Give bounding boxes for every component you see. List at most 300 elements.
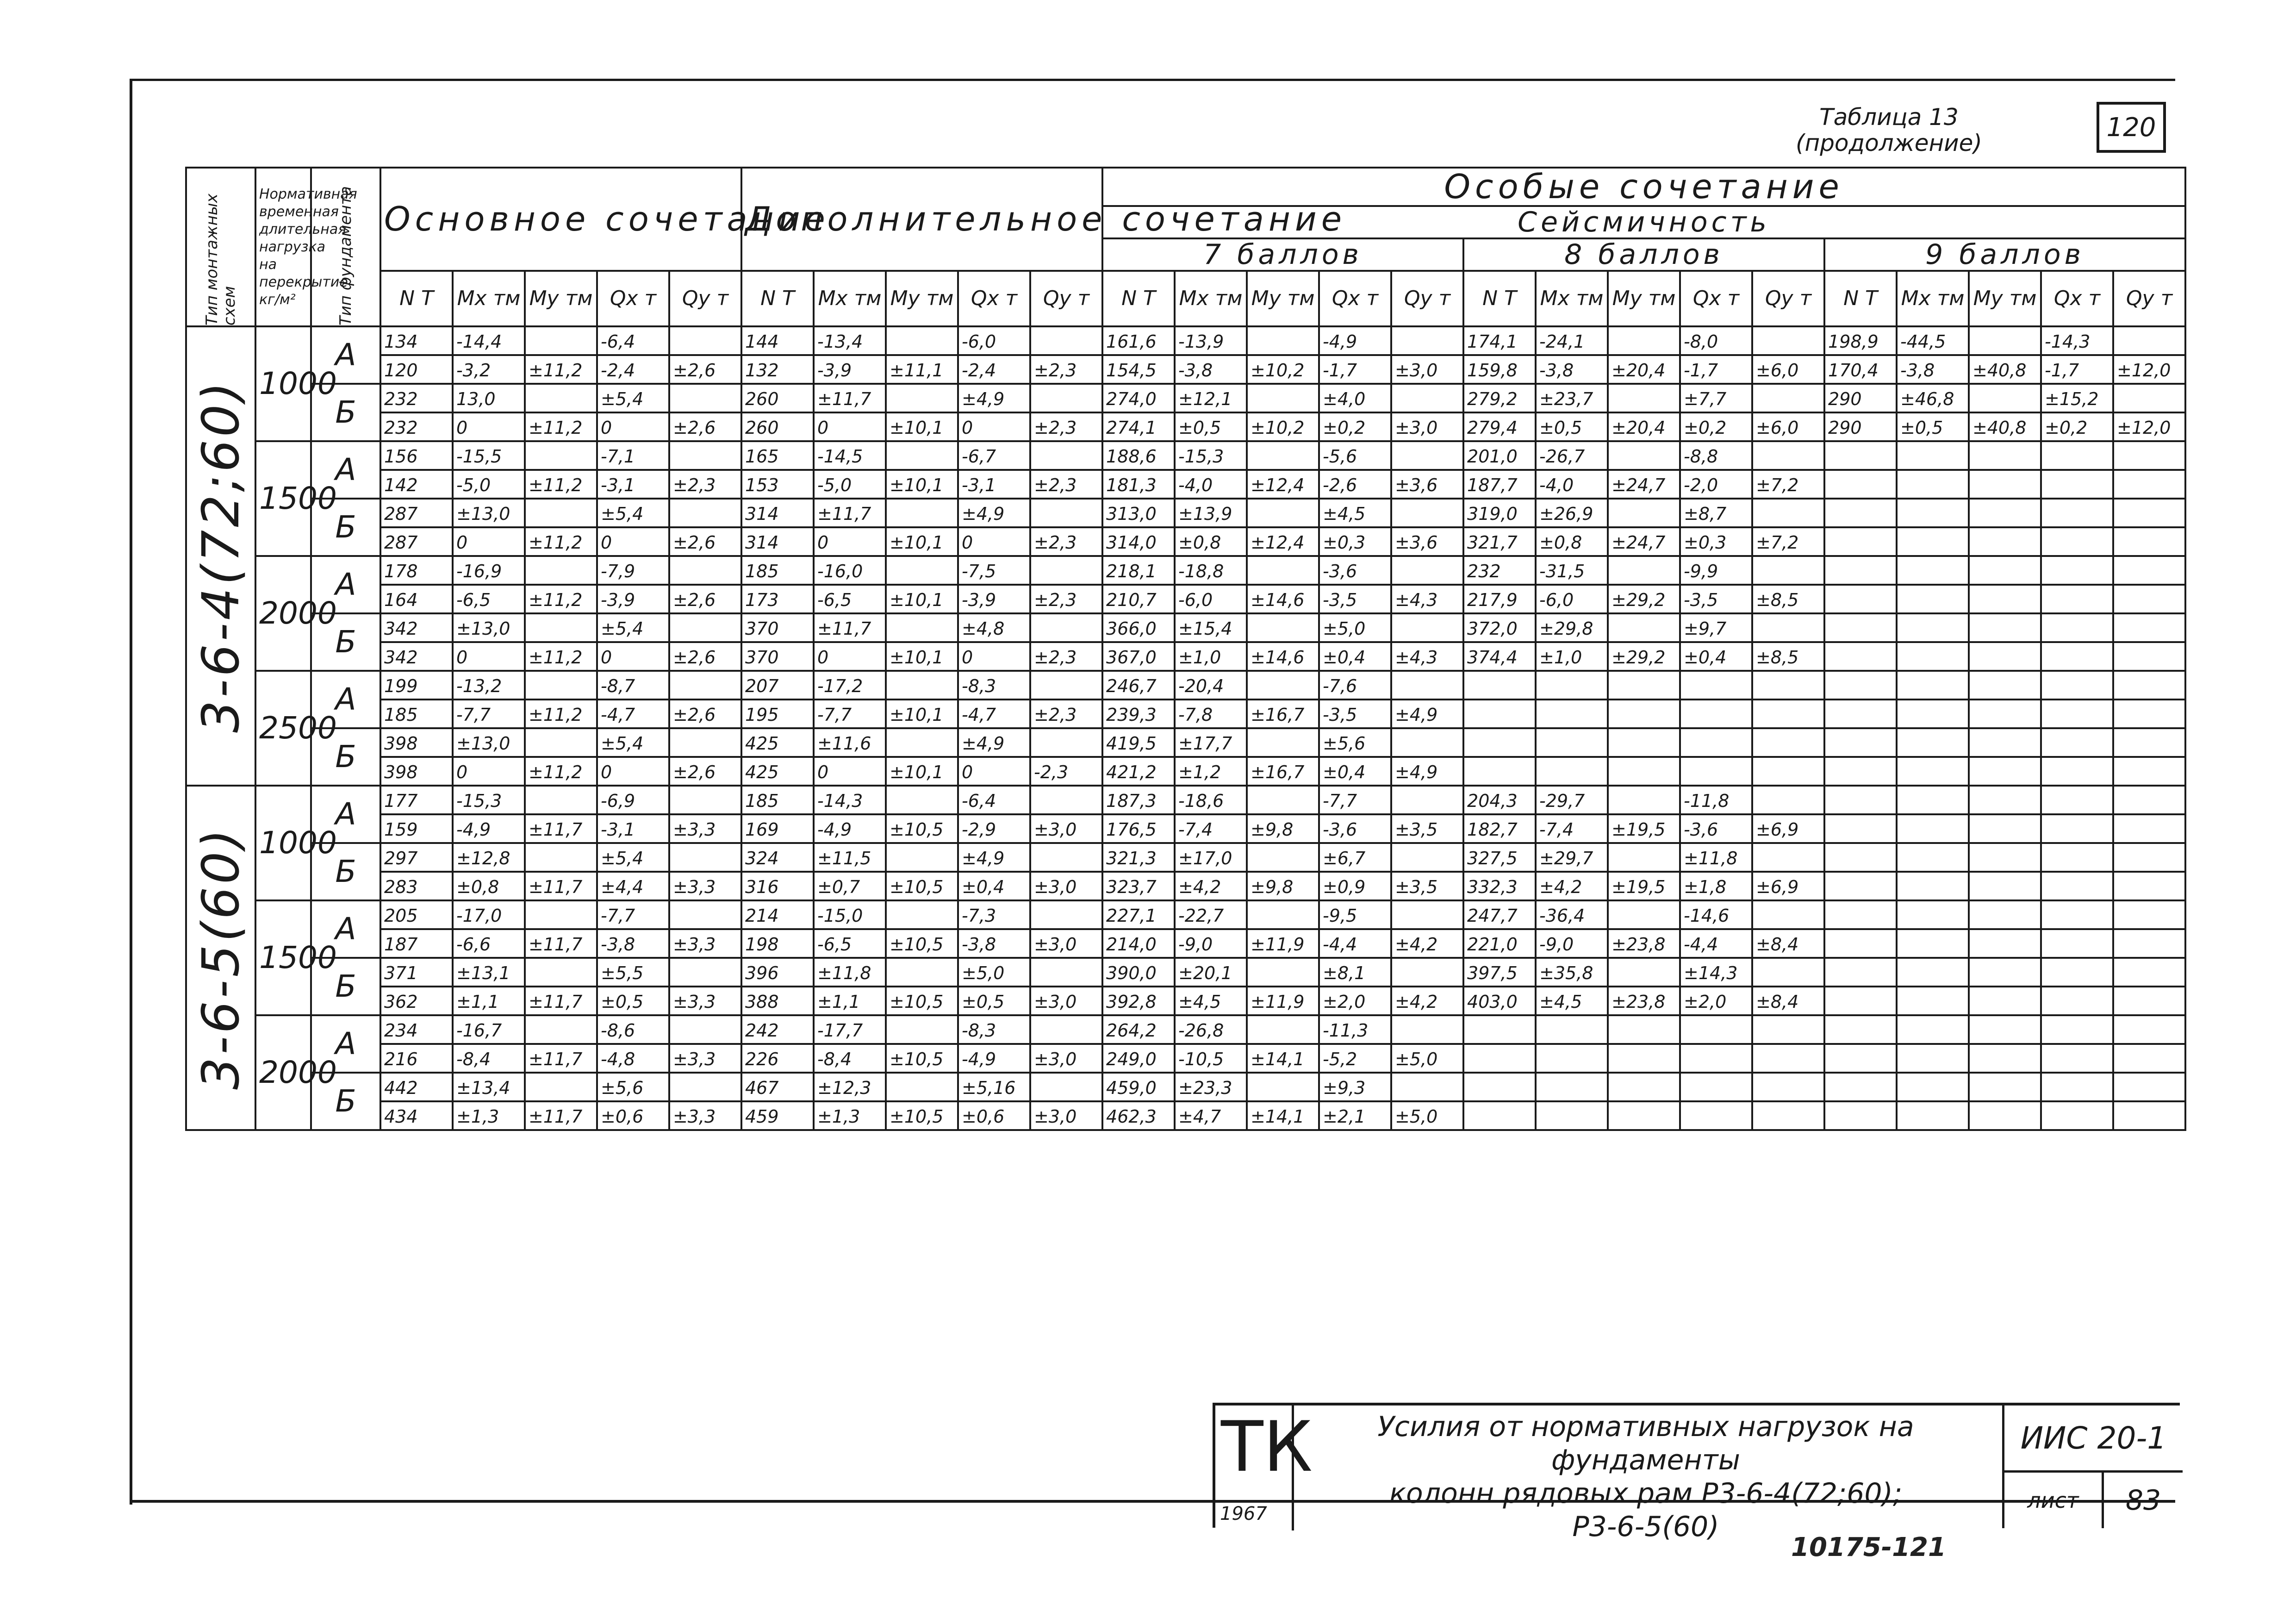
value-cell: ±2,6 (669, 700, 741, 728)
value-cell: ±1,3 (453, 1101, 525, 1130)
value-cell: -8,0 (1680, 326, 1752, 355)
value-cell: 214,0 (1102, 929, 1175, 958)
value-cell (669, 499, 741, 527)
value-cell (1897, 585, 1969, 613)
value-cell (669, 671, 741, 700)
value-cell (1391, 900, 1463, 929)
value-cell: 459,0 (1102, 1073, 1175, 1101)
tk-logo: ТК (1221, 1407, 1313, 1487)
value-cell: ±13,0 (453, 613, 525, 642)
value-cell: ±11,7 (525, 872, 597, 900)
foundation-type-cell: А (311, 786, 380, 843)
value-cell (1969, 872, 2041, 900)
value-cell: -26,7 (1536, 441, 1608, 470)
value-cell: 390,0 (1102, 958, 1175, 987)
value-cell: ±11,5 (814, 843, 886, 872)
value-cell (2113, 843, 2185, 872)
value-cell (1608, 900, 1680, 929)
value-cell (669, 958, 741, 987)
value-cell (1969, 700, 2041, 728)
value-cell: ±10,2 (1247, 355, 1319, 384)
value-cell (1897, 757, 1969, 786)
value-cell (2041, 642, 2113, 671)
value-cell: ±11,7 (814, 499, 886, 527)
value-cell (2041, 1073, 2113, 1101)
value-cell (525, 556, 597, 585)
column-header: My тм (525, 271, 597, 326)
value-cell (886, 1015, 958, 1044)
value-cell: 174,1 (1463, 326, 1536, 355)
value-cell: 164 (380, 585, 453, 613)
value-cell (1536, 1101, 1608, 1130)
title-block (1213, 1403, 2180, 1543)
value-cell: -15,0 (814, 900, 886, 929)
value-cell (1897, 499, 1969, 527)
value-cell: ±3,5 (1391, 814, 1463, 843)
value-cell (1969, 1073, 2041, 1101)
value-cell (886, 326, 958, 355)
value-cell: ±2,3 (1030, 700, 1102, 728)
value-cell (2113, 757, 2185, 786)
value-cell (2041, 843, 2113, 872)
value-cell: 0 (597, 757, 669, 786)
value-cell: ±4,2 (1391, 929, 1463, 958)
value-cell: ±19,5 (1608, 814, 1680, 843)
value-cell: 232 (380, 412, 453, 441)
value-cell (1897, 814, 1969, 843)
value-cell (886, 900, 958, 929)
value-cell: 0 (597, 642, 669, 671)
value-cell: ±13,9 (1175, 499, 1247, 527)
value-cell (1536, 1044, 1608, 1073)
value-cell (1752, 757, 1824, 786)
value-cell: ±10,5 (886, 814, 958, 843)
value-cell (1608, 613, 1680, 642)
value-cell (1030, 728, 1102, 757)
value-cell: 421,2 (1102, 757, 1175, 786)
value-cell: 204,3 (1463, 786, 1536, 814)
value-cell (2041, 786, 2113, 814)
value-cell: ±4,5 (1319, 499, 1391, 527)
value-cell: -8,4 (453, 1044, 525, 1073)
value-cell (1247, 326, 1319, 355)
value-cell: 187,7 (1463, 470, 1536, 499)
value-cell (1752, 384, 1824, 412)
column-header: Qy т (1391, 271, 1463, 326)
value-cell: ±11,9 (1247, 929, 1319, 958)
value-cell: -1,7 (1680, 355, 1752, 384)
value-cell (1391, 441, 1463, 470)
value-cell (1391, 671, 1463, 700)
document-code: ИИС 20-1 (2002, 1405, 2183, 1473)
value-cell: ±14,1 (1247, 1101, 1319, 1130)
value-cell: 264,2 (1102, 1015, 1175, 1044)
value-cell: ±10,1 (886, 585, 958, 613)
value-cell (1969, 1015, 2041, 1044)
value-cell: ±3,3 (669, 814, 741, 843)
value-cell: 279,4 (1463, 412, 1536, 441)
value-cell: -3,1 (597, 814, 669, 843)
value-cell: 260 (741, 384, 814, 412)
value-cell (1030, 384, 1102, 412)
value-cell (1752, 728, 1824, 757)
header-additional-combination: Дополнительное сочетание (741, 168, 1102, 271)
value-cell: 185 (741, 786, 814, 814)
value-cell: -14,4 (453, 326, 525, 355)
value-cell (1824, 556, 1897, 585)
value-cell: 153 (741, 470, 814, 499)
value-cell: ±9,7 (1680, 613, 1752, 642)
table-row (186, 1015, 2185, 1044)
value-cell (1824, 671, 1897, 700)
value-cell (1897, 872, 1969, 900)
value-cell (669, 384, 741, 412)
value-cell: ±5,4 (597, 613, 669, 642)
value-cell: -2,4 (597, 355, 669, 384)
value-cell: ±9,3 (1319, 1073, 1391, 1101)
value-cell: ±0,4 (1319, 757, 1391, 786)
value-cell: ±11,7 (814, 613, 886, 642)
value-cell: ±2,3 (1030, 412, 1102, 441)
value-cell (1969, 757, 2041, 786)
value-cell: 313,0 (1102, 499, 1175, 527)
value-cell: 176,5 (1102, 814, 1175, 843)
value-cell: ±4,3 (1391, 585, 1463, 613)
value-cell (1247, 613, 1319, 642)
value-cell: -11,3 (1319, 1015, 1391, 1044)
value-cell: 397,5 (1463, 958, 1536, 987)
value-cell: ±6,7 (1319, 843, 1391, 872)
foundation-type-cell: А (311, 556, 380, 613)
value-cell: ±0,3 (1680, 527, 1752, 556)
foundation-type-cell: А (311, 900, 380, 958)
value-cell: ±1,1 (453, 987, 525, 1015)
value-cell: ±14,6 (1247, 585, 1319, 613)
value-cell: ±3,0 (1030, 1101, 1102, 1130)
value-cell (525, 1015, 597, 1044)
value-cell: 242 (741, 1015, 814, 1044)
value-cell (525, 326, 597, 355)
value-cell (1391, 786, 1463, 814)
value-cell: ±4,2 (1536, 872, 1608, 900)
value-cell (2113, 700, 2185, 728)
foundation-type-cell: Б (311, 499, 380, 556)
value-cell (1608, 843, 1680, 872)
value-cell: ±12,4 (1247, 527, 1319, 556)
value-cell: ±10,1 (886, 642, 958, 671)
value-cell: -2,0 (1680, 470, 1752, 499)
value-cell (2113, 1101, 2185, 1130)
column-header: Mx тм (814, 271, 886, 326)
value-cell: -3,5 (1319, 585, 1391, 613)
value-cell: ±29,2 (1608, 585, 1680, 613)
value-cell (1608, 1073, 1680, 1101)
value-cell: 187,3 (1102, 786, 1175, 814)
value-cell (2041, 814, 2113, 843)
value-cell: ±40,8 (1969, 355, 2041, 384)
value-cell: 178 (380, 556, 453, 585)
value-cell (525, 843, 597, 872)
value-cell: ±2,6 (669, 355, 741, 384)
value-cell: -14,6 (1680, 900, 1752, 929)
value-cell: ±9,8 (1247, 872, 1319, 900)
value-cell: ±0,6 (958, 1101, 1030, 1130)
value-cell (2113, 1073, 2185, 1101)
value-cell (1824, 872, 1897, 900)
value-cell: ±14,1 (1247, 1044, 1319, 1073)
value-cell: 314 (741, 527, 814, 556)
value-cell: -6,0 (1175, 585, 1247, 613)
column-header: N Т (380, 271, 453, 326)
value-cell (2113, 470, 2185, 499)
value-cell: 227,1 (1102, 900, 1175, 929)
header-seismic-7: 7 баллов (1102, 238, 1463, 271)
value-cell (669, 441, 741, 470)
value-cell (669, 613, 741, 642)
value-cell: 249,0 (1102, 1044, 1175, 1073)
value-cell: -15,3 (1175, 441, 1247, 470)
value-cell: ±17,7 (1175, 728, 1247, 757)
value-cell (1030, 499, 1102, 527)
value-cell: ±0,8 (453, 872, 525, 900)
value-cell (1824, 1015, 1897, 1044)
value-cell (1969, 900, 2041, 929)
value-cell (525, 671, 597, 700)
value-cell: ±8,4 (1752, 987, 1824, 1015)
value-cell (2041, 671, 2113, 700)
value-cell: 134 (380, 326, 453, 355)
foundation-type-cell: Б (311, 728, 380, 786)
value-cell (669, 556, 741, 585)
value-cell (1463, 757, 1536, 786)
value-cell: -6,7 (958, 441, 1030, 470)
value-cell (1391, 384, 1463, 412)
value-cell (2041, 441, 2113, 470)
value-cell: -6,0 (1536, 585, 1608, 613)
table-row (186, 1101, 2185, 1130)
value-cell: ±0,6 (597, 1101, 669, 1130)
value-cell (2113, 786, 2185, 814)
value-cell: -4,8 (597, 1044, 669, 1073)
value-cell (1247, 1015, 1319, 1044)
value-cell (1752, 1015, 1824, 1044)
value-cell: ±3,0 (1030, 987, 1102, 1015)
value-cell: 324 (741, 843, 814, 872)
value-cell (1824, 1101, 1897, 1130)
value-cell: -7,5 (958, 556, 1030, 585)
tk-year: 1967 (1220, 1500, 1289, 1524)
value-cell: 13,0 (453, 384, 525, 412)
value-cell (1752, 556, 1824, 585)
value-cell: ±13,4 (453, 1073, 525, 1101)
column-header: Mx тм (1536, 271, 1608, 326)
value-cell: 0 (814, 757, 886, 786)
value-cell: ±3,6 (1391, 470, 1463, 499)
foundation-type-cell: Б (311, 1073, 380, 1130)
value-cell: 342 (380, 613, 453, 642)
value-cell (1969, 441, 2041, 470)
value-cell: 195 (741, 700, 814, 728)
value-cell (1391, 843, 1463, 872)
value-cell (2041, 1044, 2113, 1073)
value-cell (1247, 556, 1319, 585)
value-cell: ±11,8 (1680, 843, 1752, 872)
value-cell: 287 (380, 527, 453, 556)
column-header: Qx т (1680, 271, 1752, 326)
value-cell: -17,2 (814, 671, 886, 700)
value-cell: ±1,8 (1680, 872, 1752, 900)
value-cell (525, 384, 597, 412)
value-cell (1969, 384, 2041, 412)
table-row (186, 326, 2185, 355)
value-cell (1391, 556, 1463, 585)
value-cell: 187 (380, 929, 453, 958)
value-cell: 274,0 (1102, 384, 1175, 412)
load-cell: 2000 (255, 1015, 311, 1130)
value-cell: ±10,2 (1247, 412, 1319, 441)
value-cell (2041, 527, 2113, 556)
value-cell: -2,9 (958, 814, 1030, 843)
value-cell (1897, 700, 1969, 728)
value-cell: ±2,6 (669, 412, 741, 441)
value-cell (1463, 728, 1536, 757)
value-cell: ±40,8 (1969, 412, 2041, 441)
value-cell: ±4,2 (1175, 872, 1247, 900)
value-cell: -2,4 (958, 355, 1030, 384)
value-cell: 181,3 (1102, 470, 1175, 499)
table-row (186, 1073, 2185, 1101)
value-cell: ±11,2 (525, 757, 597, 786)
value-cell (1752, 441, 1824, 470)
value-cell: -24,1 (1536, 326, 1608, 355)
value-cell: ±5,0 (958, 958, 1030, 987)
value-cell: 198 (741, 929, 814, 958)
value-cell: ±7,2 (1752, 527, 1824, 556)
value-cell (1752, 843, 1824, 872)
value-cell: 173 (741, 585, 814, 613)
value-cell: ±5,0 (1391, 1101, 1463, 1130)
sheet-box: 120 (2097, 102, 2166, 153)
value-cell (2113, 900, 2185, 929)
value-cell: 297 (380, 843, 453, 872)
value-cell: ±5,4 (597, 728, 669, 757)
value-cell (1608, 1101, 1680, 1130)
value-cell (1824, 728, 1897, 757)
value-cell (1247, 900, 1319, 929)
value-cell: ±11,7 (525, 814, 597, 843)
value-cell: ±11,7 (525, 929, 597, 958)
value-cell (2113, 384, 2185, 412)
value-cell: -4,9 (958, 1044, 1030, 1073)
value-cell (1680, 700, 1752, 728)
column-header: Mx тм (453, 271, 525, 326)
value-cell: 156 (380, 441, 453, 470)
value-cell (525, 958, 597, 987)
value-cell: 218,1 (1102, 556, 1175, 585)
value-cell: ±2,3 (1030, 355, 1102, 384)
value-cell (1824, 585, 1897, 613)
value-cell (2113, 556, 2185, 585)
value-cell: -18,8 (1175, 556, 1247, 585)
table-row (186, 900, 2185, 929)
value-cell (2113, 613, 2185, 642)
value-cell: -13,9 (1175, 326, 1247, 355)
value-cell: ±23,8 (1608, 987, 1680, 1015)
value-cell (1608, 384, 1680, 412)
value-cell: ±2,3 (1030, 470, 1102, 499)
value-cell: ±16,7 (1247, 700, 1319, 728)
column-header: My тм (886, 271, 958, 326)
value-cell: ±4,9 (1391, 757, 1463, 786)
value-cell (1608, 728, 1680, 757)
value-cell: ±11,2 (525, 585, 597, 613)
value-cell (886, 786, 958, 814)
value-cell (669, 1015, 741, 1044)
value-cell: 398 (380, 757, 453, 786)
value-cell (1752, 1073, 1824, 1101)
value-cell (2041, 700, 2113, 728)
value-cell: -2,3 (1030, 757, 1102, 786)
value-cell (1969, 470, 2041, 499)
value-cell: 0 (958, 412, 1030, 441)
value-cell (1030, 671, 1102, 700)
value-cell: ±3,3 (669, 929, 741, 958)
value-cell (1247, 843, 1319, 872)
value-cell: ±11,2 (525, 642, 597, 671)
value-cell (1608, 556, 1680, 585)
value-cell (1463, 700, 1536, 728)
value-cell: -11,8 (1680, 786, 1752, 814)
value-cell (525, 786, 597, 814)
value-cell: ±5,0 (1391, 1044, 1463, 1073)
value-cell: ±13,0 (453, 499, 525, 527)
value-cell: -26,8 (1175, 1015, 1247, 1044)
value-cell: 232 (1463, 556, 1536, 585)
value-cell (1824, 987, 1897, 1015)
value-cell (1752, 326, 1824, 355)
table-row (186, 987, 2185, 1015)
value-cell (1969, 814, 2041, 843)
header-main-combination: Основное сочетание (380, 168, 741, 271)
value-cell: -5,2 (1319, 1044, 1391, 1073)
value-cell (1824, 786, 1897, 814)
value-cell (1824, 441, 1897, 470)
value-cell (886, 671, 958, 700)
value-cell: ±20,4 (1608, 412, 1680, 441)
value-cell (1897, 987, 1969, 1015)
table-row (186, 1044, 2185, 1073)
value-cell (1030, 900, 1102, 929)
value-cell (1969, 843, 2041, 872)
value-cell: ±35,8 (1536, 958, 1608, 987)
value-cell: ±8,1 (1319, 958, 1391, 987)
column-header: Qy т (1030, 271, 1102, 326)
value-cell: ±2,6 (669, 527, 741, 556)
value-cell (1608, 441, 1680, 470)
value-cell: -4,9 (453, 814, 525, 843)
value-cell (1247, 671, 1319, 700)
table-row (186, 412, 2185, 441)
value-cell: ±16,7 (1247, 757, 1319, 786)
value-cell: 372,0 (1463, 613, 1536, 642)
value-cell: ±3,0 (1030, 1044, 1102, 1073)
value-cell (2041, 987, 2113, 1015)
value-cell: ±0,2 (1319, 412, 1391, 441)
value-cell (1969, 642, 2041, 671)
value-cell: -6,5 (453, 585, 525, 613)
value-cell (1969, 1101, 2041, 1130)
foundation-type-cell: А (311, 671, 380, 728)
